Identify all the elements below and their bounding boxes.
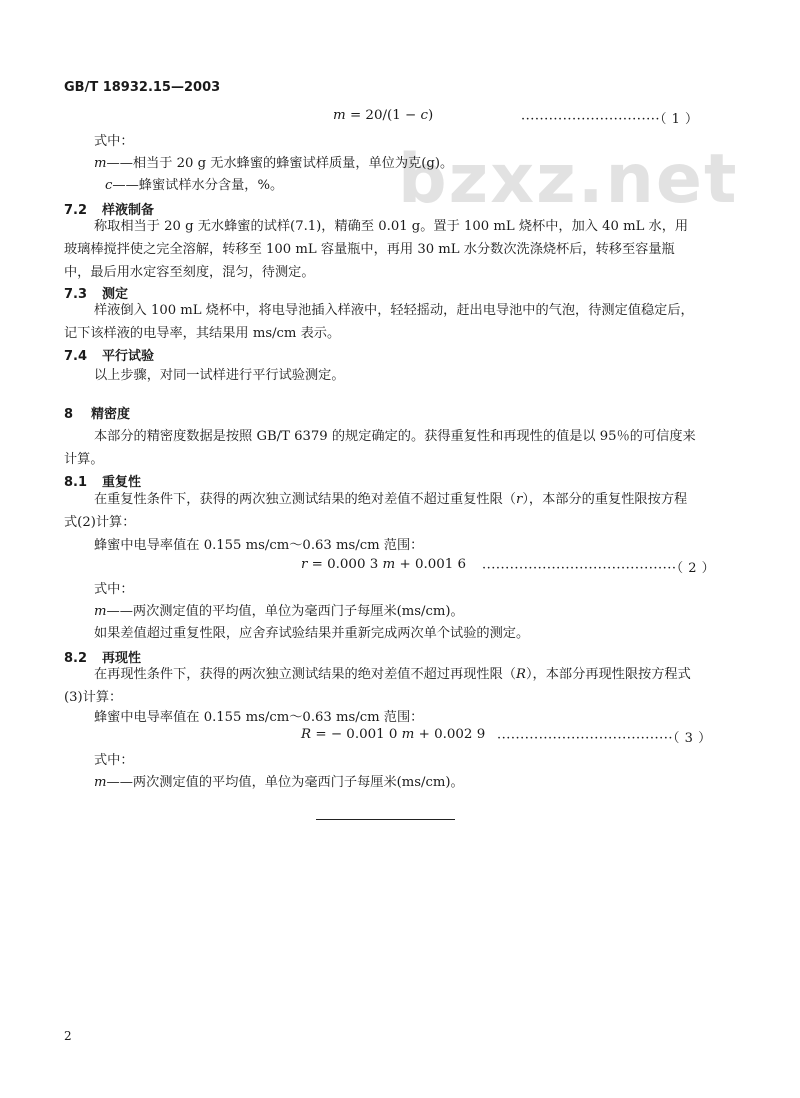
where-label-1: 式中： (94, 134, 134, 149)
equation-2: r = 0.000 3 m + 0.001 6 (301, 557, 467, 572)
section-7-4-body: 以上步骤，对同一试样进行平行试验测定。 (94, 368, 345, 383)
where-c-1: c——蜂蜜试样水分含量，%。 (105, 178, 284, 193)
watermark: bzxz.net (398, 140, 739, 219)
equation-1 (333, 108, 433, 123)
standard-number: GB/T 18932.15—2003 (64, 80, 221, 95)
equation-3-leader: ······································（ 3 ） (497, 731, 712, 746)
section-8-2-body: 在再现性条件下，获得的两次独立测试结果的绝对差值不超过再现性限（R），本部分再现性限按方程式(3)计算： (64, 667, 691, 705)
section-8-1-range: 蜂蜜中电导率值在 0.155 ms/cm～0.63 ms/cm 范围： (94, 538, 424, 553)
eq1-lhs: m (333, 108, 346, 123)
section-8-1-note: 如果差值超过重复性限，应舍弃试验结果并重新完成两次单个试验的测定。 (94, 626, 530, 641)
end-rule (316, 819, 455, 820)
section-8-2-heading: 8.2 再现性 (64, 651, 142, 666)
section-7-3-heading: 7.3 测定 (64, 287, 129, 302)
section-8-body: 本部分的精密度数据是按照 GB/T 6379 的规定确定的。获得重复性和再现性的值是以 95％的可信度来计算。 (64, 429, 696, 467)
equation-1-number: （ 1 ） (659, 112, 699, 127)
where-m-2: m——两次测定值的平均值，单位为毫西门子每厘米(ms/cm)。 (94, 604, 464, 619)
eq1-rhs: = 20/(1 − (345, 108, 421, 123)
equation-2-number: （ 2 ） (676, 561, 716, 576)
where-m-1: m——相当于 20 g 无水蜂蜜的蜂蜜试样质量，单位为克(g)。 (94, 156, 454, 171)
section-7-4-heading: 7.4 平行试验 (64, 349, 155, 364)
equation-2-leader: ··········································（ 2 ） (482, 561, 716, 576)
equation-3-number: （ 3 ） (673, 731, 712, 746)
section-7-3-body: 样液倒入 100 mL 烧杯中，将电导池插入样液中，轻轻摇动，赶出电导池中的气泡，待测定值稳定后，记下该样液的电导率，其结果用 ms/cm 表示。 (64, 303, 694, 341)
page-number: 2 (64, 1029, 72, 1043)
where-m-3: m——两次测定值的平均值，单位为毫西门子每厘米(ms/cm)。 (94, 775, 464, 790)
section-7-2-body: 称取相当于 20 g 无水蜂蜜的试样(7.1)，精确至 0.01 g。置于 100 mL 烧杯中，加入 40 mL 水，用玻璃棒搅拌使之完全溶解，转移至 100 mL 容量瓶中，再用 30 mL 水分数次洗涤烧杯后，转移至容量瓶中，最后用水定容至刻度，混匀，待测定。 (64, 219, 689, 280)
eq1-close: ) (427, 108, 434, 123)
section-8-1-body: 在重复性条件下，获得的两次独立测试结果的绝对差值不超过重复性限（r），本部分的重复性限按方程式(2)计算： (64, 492, 688, 530)
section-8-2-range: 蜂蜜中电导率值在 0.155 ms/cm～0.63 ms/cm 范围： (94, 710, 424, 725)
equation-3: R = − 0.001 0 m + 0.002 9 (301, 727, 486, 742)
section-8-heading: 8 精密度 (64, 407, 131, 422)
eq1-c: c (420, 108, 428, 123)
equation-1-leader: ······························（ 1 ） (521, 112, 699, 127)
where-label-3: 式中： (94, 753, 134, 768)
section-8-1-heading: 8.1 重复性 (64, 475, 142, 490)
section-7-2-heading: 7.2 样液制备 (64, 203, 155, 218)
where-label-2: 式中： (94, 582, 134, 597)
